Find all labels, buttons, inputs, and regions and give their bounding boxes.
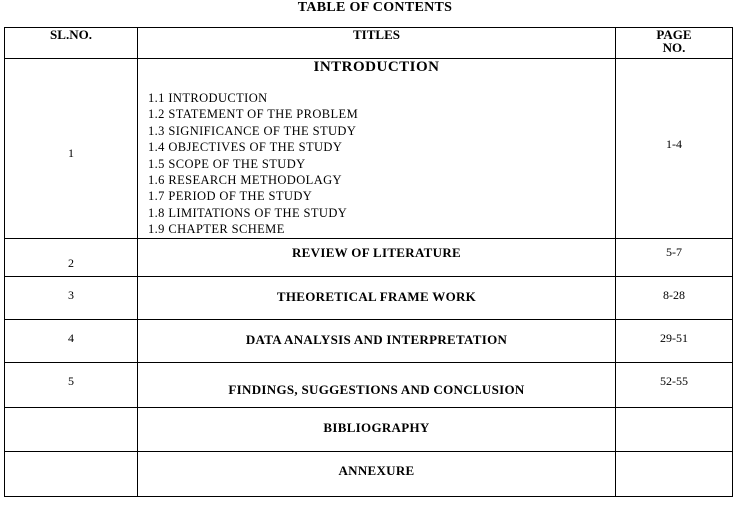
page-cell [616,362,733,407]
header-page-no [616,28,733,59]
sub-item: 1.9 CHAPTER SCHEME [148,222,285,237]
sub-item: 1.4 OBJECTIVES OF THE STUDY [148,140,343,155]
sub-item-list [148,90,615,238]
sub-item: 1.3 SIGNIFICANCE OF THE STUDY [148,123,357,138]
chapter-title: INTRODUCTION [313,59,440,75]
title-cell [138,407,616,451]
table-row [5,59,733,239]
table-row [5,238,733,276]
header-sl-no: SL.NO. [5,28,138,59]
sl-number: 2 [68,255,74,270]
title-cell [138,319,616,362]
sl-number: 5 [68,373,74,388]
table-row [5,362,733,407]
header-row [5,28,733,59]
page-cell [616,319,733,362]
chapter-title: THEORETICAL FRAME WORK [276,288,477,304]
sl-cell [5,362,138,407]
document-title: TABLE OF CONTENTS [297,0,453,15]
sl-cell [5,238,138,276]
sl-cell [5,407,138,451]
chapter-title: BIBLIOGRAPHY [323,419,430,435]
page-cell [616,59,733,239]
page-cell [616,451,733,496]
page-range: 29-51 [660,330,688,345]
table-row [5,407,733,451]
title-cell [138,362,616,407]
header-page-line2: NO. [662,40,686,55]
page-cell [616,238,733,276]
sub-item: 1.2 STATEMENT OF THE PROBLEM [148,107,359,122]
page-cell [616,407,733,451]
chapter-title: DATA ANALYSIS AND INTERPRETATION [245,331,508,347]
sub-item: 1.6 RESEARCH METHODOLAGY [148,173,342,188]
header-titles: TITLES [138,28,616,59]
chapter-title: REVIEW OF LITERATURE [291,244,461,260]
title-cell [138,59,616,239]
title-cell [138,238,616,276]
title-cell [138,451,616,496]
sub-item: 1.5 SCOPE OF THE STUDY [148,156,306,171]
sl-number: 3 [68,287,74,302]
table-row [5,319,733,362]
page-range: 8-28 [663,287,685,302]
table-of-contents [4,27,733,497]
chapter-title: FINDINGS, SUGGESTIONS AND CONCLUSION [228,381,525,397]
header-page-line1: PAGE [656,27,692,42]
page-range: 1-4 [666,137,682,151]
table-row [5,276,733,319]
page-range: 52-55 [660,373,688,388]
sl-cell [5,276,138,319]
table-row [5,451,733,496]
sl-number: 4 [68,330,74,345]
sl-cell [5,59,138,239]
chapter-title: ANNEXURE [338,462,415,478]
sl-number: 1 [68,146,74,160]
sub-item: 1.1 INTRODUCTION [148,91,268,105]
page-cell [616,276,733,319]
title-cell [138,276,616,319]
sl-cell [5,451,138,496]
sub-item: 1.8 LIMITATIONS OF THE STUDY [148,205,348,220]
page-range: 5-7 [666,244,682,259]
sub-item: 1.7 PERIOD OF THE STUDY [148,189,313,204]
sl-cell [5,319,138,362]
